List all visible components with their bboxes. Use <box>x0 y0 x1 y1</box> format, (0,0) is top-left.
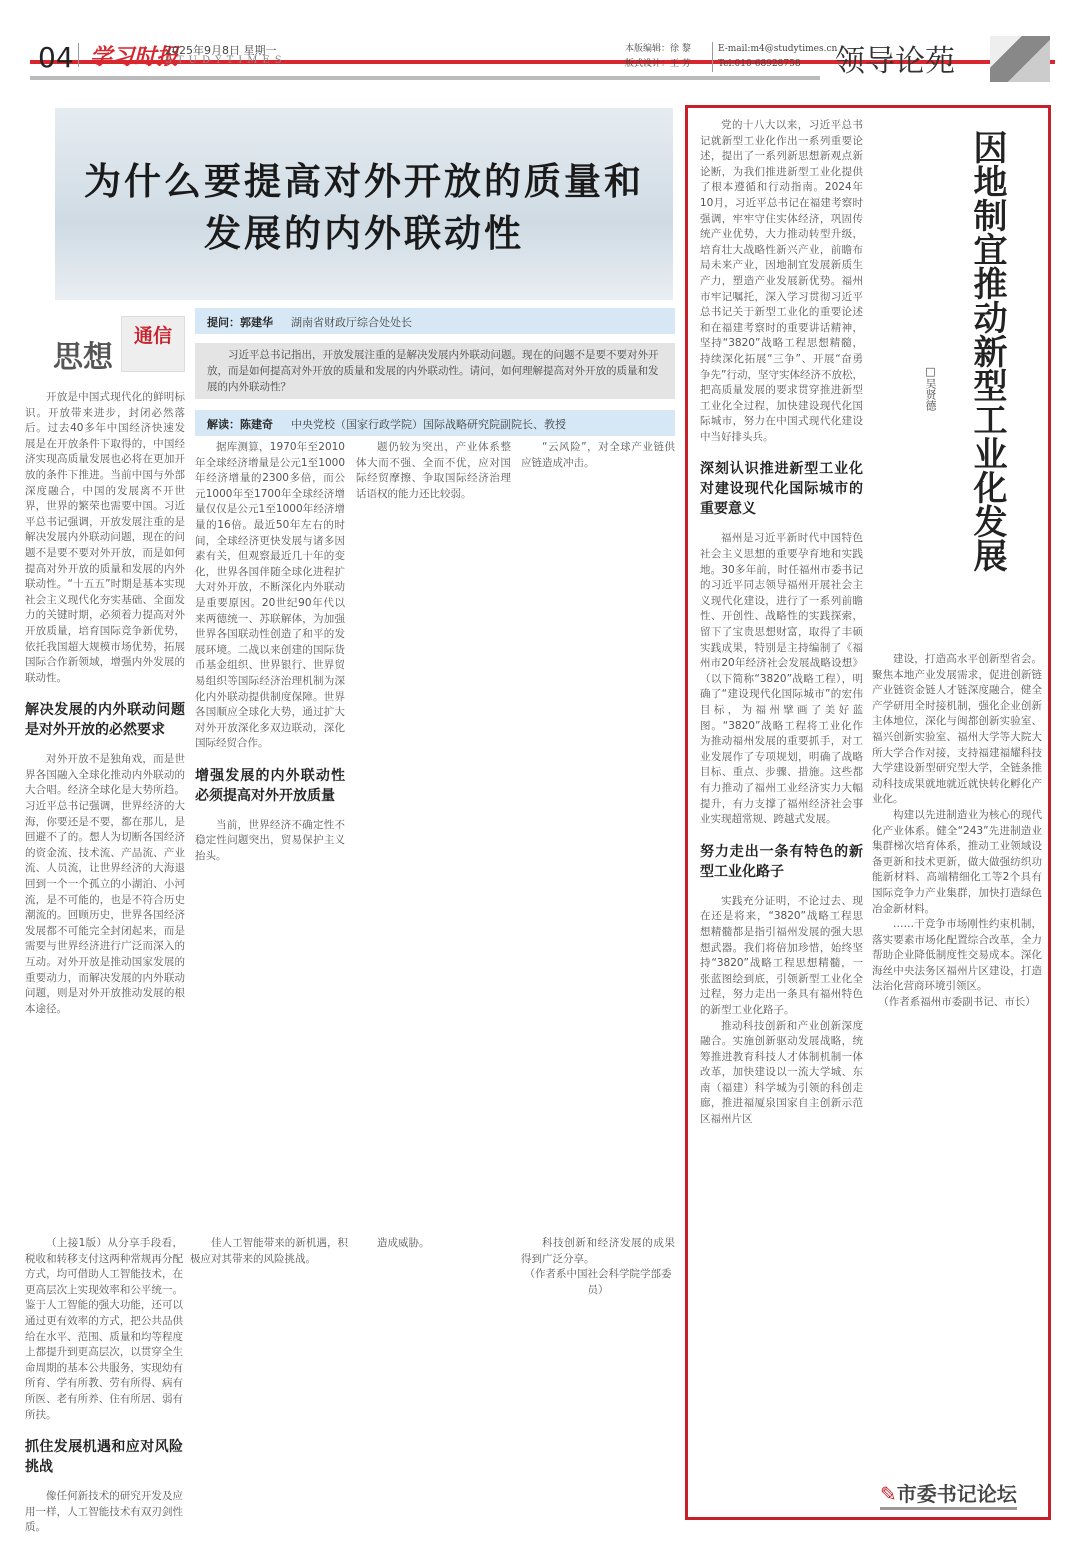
section-title: 领导论苑 <box>835 44 955 79</box>
article-column <box>521 1236 675 1526</box>
headline: 为什么要提高对外开放的质量和 发展的内外联动性 <box>84 160 644 255</box>
envelope-icon: 通信 <box>121 316 185 372</box>
paragraph: 对外开放不是独角戏，而是世界各国融入全球化推动内外联动的大合唱。经济全球化是大势所趋。习近平总书记强调，世界经济的大海，你要还是不要，都在那儿，是回避不了的。想人为切断各国经济的资金流、技术流、产品流、产业流、人员流，让世界经济的大海退回到一个一个孤立的小湖泊、小河流，是不可能的，也是不符合历史潮流的。回顾历史，世界各国经济发展都不可能完全封闭起来，而是需要与世界经济进行广泛而深入的互动。对外开放是推动国家发展的重要动力，而解决发展的内外联动问题，则是对外开放推动发展的根本途径。 <box>25 753 185 1015</box>
paragraph: 推动科技创新和产业创新深度融合。实施创新驱动发展战略，统筹推进教育科技人才体制机制一体改革，加快建设以一流大学城、东南（福建）科学城为引领的科创走廊，推进福厦泉国家自主创新示范区福州片区 <box>700 1019 863 1126</box>
editor-credits <box>625 42 691 72</box>
paragraph: “云风险”，对全球产业链供应链造成冲击。 <box>521 441 675 469</box>
paragraph: 佳人工智能带来的新机遇，积极应对其带来的风险挑战。 <box>190 1237 348 1265</box>
article-column <box>521 440 675 1190</box>
column-logo: 思想 通信 <box>25 312 185 378</box>
forum-logo: ✎市委书记论坛 <box>880 1478 1017 1510</box>
paragraph: 据库测算，1970年至2010年全球经济增量是公元1至1000年经济增量的2300多倍，而公元1000年至1700年全球经济增量仅仅是公元1至1000年经济增量的16倍。最近50年左右的时间，全球经济更快发展与诸多因素有关，但观察最近几十年的变化，世界各国伴随全球化进程扩大对外开放，不断深化内外联动是重要原因。20世纪90年代以来两德统一、苏联解体，为加强世界各国联动性创造了和平的发展环境。二战以来创建的国际货币基金组织、世界银行、世界贸易组织等国际经济治理机制为深化内外联动提供制度保障。世界各国顺应全球化大势，通过扩大对外开放深化多双边联动，深化国际经贸合作。 <box>195 441 345 750</box>
article-column <box>700 118 863 1513</box>
paragraph: 像任何新技术的研究开发及应用一样，人工智能技术有双刃剑性质。 <box>25 1490 183 1534</box>
paragraph: （上接1版）从分享手段看，税收和转移支付这两种常规再分配方式，均可借助人工智能技术，在更高层次上实现效率和公平统一。鉴于人工智能的强大功能，还可以通过更有效率的方式，把公共品供给在水平、范围、质量和均等程度上都提升到更高层次，以贯穿全生命周期的基本公共服务，实现幼有所育、学有所教、劳有所得、病有所医、老有所养、住有所居、弱有所扶。 <box>25 1237 183 1421</box>
article-column <box>195 440 345 1190</box>
answerer-bar: 解读：陈建奇 中央党校（国家行政学院）国际战略研究院副院长、教授 <box>195 410 675 436</box>
paragraph: 科技创新和经济发展的成果得到广泛分享。 <box>521 1237 675 1265</box>
article-column <box>872 652 1042 1462</box>
asker-bar: 提问：郭建华 湖南省财政厅综合处处长 <box>195 308 675 334</box>
article-column <box>356 1236 514 1526</box>
article-column <box>190 1236 348 1526</box>
side-article-author: □吴贤德 <box>924 365 937 411</box>
side-article-title: 因地制宜推动新型工业化发展 <box>967 130 1007 572</box>
tel: Tel:010-68928758 <box>718 59 801 69</box>
paragraph: ……干竞争市场刚性约束机制，落实要素市场化配置综合改革，全力帮助企业降低制度性交易成本。深化海丝中央法务区福州片区建设，打造法治化营商环境引领区。 <box>872 918 1042 993</box>
section-heading: 抓住发展机遇和应对风险挑战 <box>25 1439 183 1476</box>
paragraph: 造成威胁。 <box>377 1237 430 1249</box>
pen-icon: ✎ <box>880 1482 897 1506</box>
section-heading: 努力走出一条有特色的新型工业化路子 <box>700 843 863 880</box>
header-gray-rule <box>30 76 820 80</box>
paragraph: 党的十八大以来，习近平总书记就新型工业化作出一系列重要论述，提出了一系列新思想新观点新论断，为我们推进新型工业化提供了根本遵循和行动指南。2024年10月，习近平总书记在福建考察时强调，牢牢守住实体经济，巩固传统产业优势，大力推动转型升级，培育壮大战略性新兴产业，前瞻布局未来产业，因地制宜发展新质生产力，塑造产业发展新优势。福州市牢记嘱托，深入学习贯彻习近平总书记关于新型工业化的重要论述和在福建考察时的重要讲话精神，坚持“3820”战略工程思想精髓，持续深化拓展“三争”、开展“奋勇争先”行动，坚守实体经济不放松，把高质量发展的要求贯穿推进新型工业化全过程，加快建设现代化国际城市，努力在中国式现代化建设中当好排头兵。 <box>700 119 863 443</box>
byline: （作者系福州市委副书记、市长） <box>878 996 1036 1009</box>
issue-date: 2025年9月8日 星期一 <box>165 44 277 57</box>
paragraph: 当前，世界经济不确定性不稳定性问题突出，贸易保护主义抬头。 <box>195 818 345 863</box>
paragraph: 开放是中国式现代化的鲜明标识。开放带来进步，封闭必然落后。过去40多年中国经济快速发展是在开放条件下取得的，中国经济实现高质量发展也必将在更加开放的条件下推进。当前中国与外部深度融合，中国的发展离不开世界，世界的繁荣也需要中国。习近平总书记强调，开放发展注重的是解决发展内外联动问题，现在的问题不是要不要对外开放，而是如何提高对外开放的质量和发展的内外联动性。“十五五”时期是基本实现社会主义现代化夯实基础、全面发力的关键时期，必须着力提高对外开放质量，培育国际竞争新优势，依托我国超大规模市场优势，拓展国际合作新领域，增强内外发展的联动性。 <box>25 391 185 684</box>
section-heading: 增强发展的内外联动性必须提高对外开放质量 <box>195 767 345 804</box>
article-column <box>25 1236 183 1534</box>
designer: 版式设计：王 芳 <box>625 59 691 69</box>
editor: 本版编辑：徐 黎 <box>625 44 691 54</box>
section-deco-icon <box>990 36 1050 82</box>
paragraph: 实践充分证明，不论过去、现在还是将来，“3820”战略工程思想精髓都是指引福州发展的强大思想武器。我们将倍加珍惜，始终坚持“3820”战略工程思想精髓，一张蓝图绘到底，引领新型工业化全过程，努力走出一条具有福州特色的新型工业化路子。 <box>700 894 863 1016</box>
article-column <box>356 440 511 1190</box>
section-heading: 深刻认识推进新型工业化对建设现代化国际城市的重要意义 <box>700 461 863 518</box>
paragraph: 建设，打造高水平创新型省会。聚焦本地产业发展需求，促进创新链产业链资金链人才链深度融合，健全产学研用全时接机制，强化企业创新主体地位，深化与闽都创新实验室、福兴创新实验室、福州大学等大院大所大学合作对接，支持福建福耀科技大学建设新型研究型大学，全链条推动科技成果就地就近就快转化孵化产业化。 <box>872 653 1042 806</box>
email: E-mail:m4@studytimes.cn <box>718 44 838 54</box>
newspaper-logo: 学习时报 <box>90 44 179 70</box>
byline: （作者系中国社会科学院学部委员） <box>524 1268 672 1296</box>
logo-english: STUDYTIMES <box>165 55 287 66</box>
section-heading: 解决发展的内外联动问题是对外开放的必然要求 <box>25 702 185 739</box>
contact <box>712 42 837 72</box>
paragraph: 福州是习近平新时代中国特色社会主义思想的重要孕育地和实践地。30多年前，时任福州市委书记的习近平同志领导福州开展社会主义现代化建设，进行了一系列前瞻性、开创性、战略性的实践探索，留下了宝贵思想财富，取得了丰硕实践成果，特别是主持编制了《福州市20年经济社会发展战略设想》（以下简称“3820”战略工程），明确了“建设现代化国际城市”的宏伟目标，为福州擘画了美好蓝图。“3820”战略工程将工业化作为推动福州发展的重要抓手，对工业发展作了专项规划，明确了战略目标、重点、步骤、措施。这些都有力推动了福州工业经济实力大幅提升，有力支撑了福州经济社会事业实现超常规、跨越式发展。 <box>700 532 863 826</box>
page-number: 04 <box>38 41 74 74</box>
question-box: 习近平总书记指出，开放发展注重的是解决发展内外联动问题。现在的问题不是要不要对外开放，而是如何提高对外开放的质量和发展的内外联动性。请问，如何理解提高对外开放的质量和发展的内外联动性？ <box>195 343 675 399</box>
paragraph: 构建以先进制造业为核心的现代化产业体系。健全“243”先进制造业集群梯次培育体系，推动工业领域设备更新和技术更新，做大做强纺织功能新材料、高端精细化工等2个具有国际竞争力产业集群，加快打造绿色冶金新材料。 <box>872 808 1042 915</box>
headline-banner <box>55 108 673 300</box>
article-column <box>25 390 185 1190</box>
paragraph: 题仍较为突出，产业体系整体大而不强、全而不优，应对国际经贸摩擦、争取国际经济治理话语权的能力还比较弱。 <box>356 441 511 500</box>
divider <box>78 43 79 67</box>
